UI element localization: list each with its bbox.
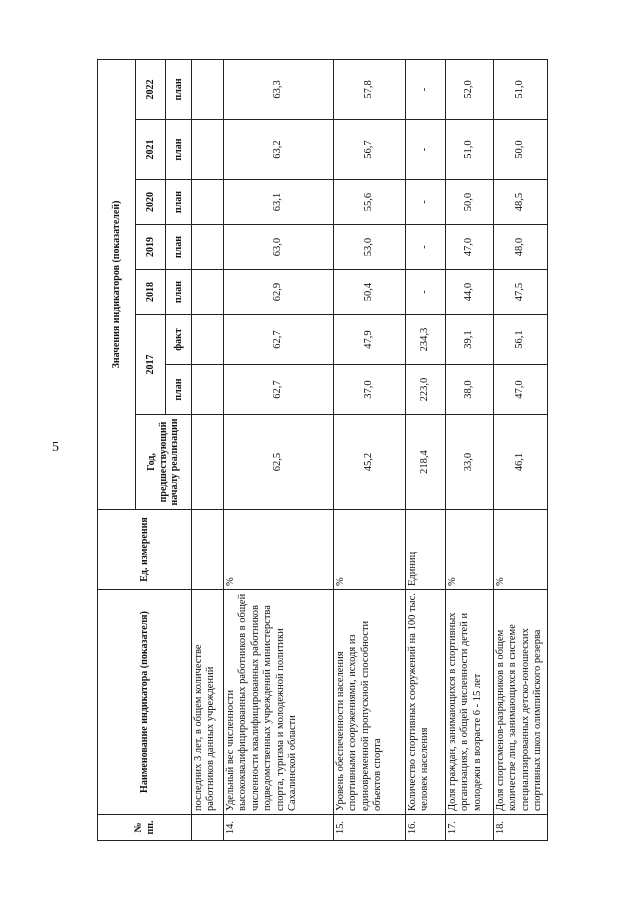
header-prev-year [136,415,192,510]
header-unit: Ед. измерения [98,510,192,590]
row-name: Удельный вес численности высококвалифицированных работников в общей численности квалифицированных работников подведомственных учреждений министерства спорта, туризма и молодежной политики Сахалинской области [224,590,334,815]
header-2021: 2021 [136,120,166,180]
page-number: 5 [52,440,59,455]
header-no: № пп. [98,815,192,841]
row-2017-plan [192,365,224,415]
row-2019: 48,0 [494,225,548,270]
header-2020: 2020 [136,180,166,225]
header-name: Наименование индикатора (показателя) [98,590,192,815]
header-2019-plan: план [166,225,192,270]
row-2019 [192,225,224,270]
row-2017-plan: 47,0 [494,365,548,415]
row-2018: 62,9 [224,270,334,315]
row-2021: 51,0 [446,120,494,180]
row-unit: % [334,510,406,590]
row-2018 [192,270,224,315]
row-2022: 57,8 [334,59,406,119]
row-2017-fakt: 56,1 [494,315,548,365]
row-unit: Единиц [406,510,446,590]
row-2022: 51,0 [494,59,548,119]
table-row [406,59,446,840]
row-no [192,815,224,841]
header-2021-plan: план [166,120,192,180]
row-unit: % [494,510,548,590]
row-prev: 62,5 [224,415,334,510]
row-2022: 52,0 [446,59,494,119]
row-prev: 46,1 [494,415,548,510]
indicators-table [97,59,548,841]
row-2022 [192,59,224,119]
table-row [224,59,334,840]
row-2019: - [406,225,446,270]
row-unit [192,510,224,590]
row-unit: % [224,510,334,590]
row-2017-fakt: 47,9 [334,315,406,365]
row-2019: 63,0 [224,225,334,270]
header-values: Значения индикаторов (показателей) [98,59,136,509]
header-2017-plan: план [166,365,192,415]
row-2017-plan: 37,0 [334,365,406,415]
row-2018: - [406,270,446,315]
row-2017-fakt: 39,1 [446,315,494,365]
header-2018-plan: план [166,270,192,315]
header-2020-plan: план [166,180,192,225]
row-2020 [192,180,224,225]
rotated-table-wrapper [97,60,544,841]
row-2018: 44,0 [446,270,494,315]
row-2017-plan: 223,0 [406,365,446,415]
row-no: 17. [446,815,494,841]
table-row [334,59,406,840]
row-name: Количество спортивных сооружений на 100 тыс. человек населения [406,590,446,815]
header-2022-plan: план [166,59,192,119]
table-row [494,59,548,840]
row-2020: 55,6 [334,180,406,225]
row-2017-plan: 38,0 [446,365,494,415]
row-prev: 45,2 [334,415,406,510]
row-2022: 63,3 [224,59,334,119]
row-2020: - [406,180,446,225]
row-2018: 47,5 [494,270,548,315]
row-2022: - [406,59,446,119]
row-name: Доля спортсменов-разрядников в общем количестве лиц, занимающихся в системе специализированных детско-юношеских спортивных школ олимпийского резерва [494,590,548,815]
row-2017-fakt [192,315,224,365]
row-2018: 50,4 [334,270,406,315]
header-2019: 2019 [136,225,166,270]
row-2017-plan: 62,7 [224,365,334,415]
row-2017-fakt: 62,7 [224,315,334,365]
header-2017: 2017 [136,315,166,415]
row-2021: - [406,120,446,180]
row-no: 15. [334,815,406,841]
row-no: 16. [406,815,446,841]
row-prev: 33,0 [446,415,494,510]
header-2018: 2018 [136,270,166,315]
row-2019: 47,0 [446,225,494,270]
header-2022: 2022 [136,59,166,119]
row-2019: 53,0 [334,225,406,270]
row-no: 14. [224,815,334,841]
row-2020: 63,1 [224,180,334,225]
row-prev [192,415,224,510]
row-name: последних 3 лет, в общем количестве работников данных учреждений [192,590,224,815]
row-2020: 50,0 [446,180,494,225]
row-2017-fakt: 234,3 [406,315,446,365]
row-2021: 50,0 [494,120,548,180]
header-2017-fakt: факт [166,315,192,365]
row-name: Уровень обеспеченности населения спортивными сооружениями, исходя из единовременной пропускной способности объектов спорта [334,590,406,815]
header-prev-year-label: Год, предшествующий началу реализации [145,418,181,506]
row-name: Доля граждан, занимающихся в спортивных организациях, в общей численности детей и молодежи в возрасте 6 - 15 лет [446,590,494,815]
row-unit: % [446,510,494,590]
row-2021: 56,7 [334,120,406,180]
table-row [446,59,494,840]
row-2020: 48,5 [494,180,548,225]
row-prev: 218,4 [406,415,446,510]
row-no: 18. [494,815,548,841]
row-2021: 63,2 [224,120,334,180]
row-2021 [192,120,224,180]
table-row [192,59,224,840]
